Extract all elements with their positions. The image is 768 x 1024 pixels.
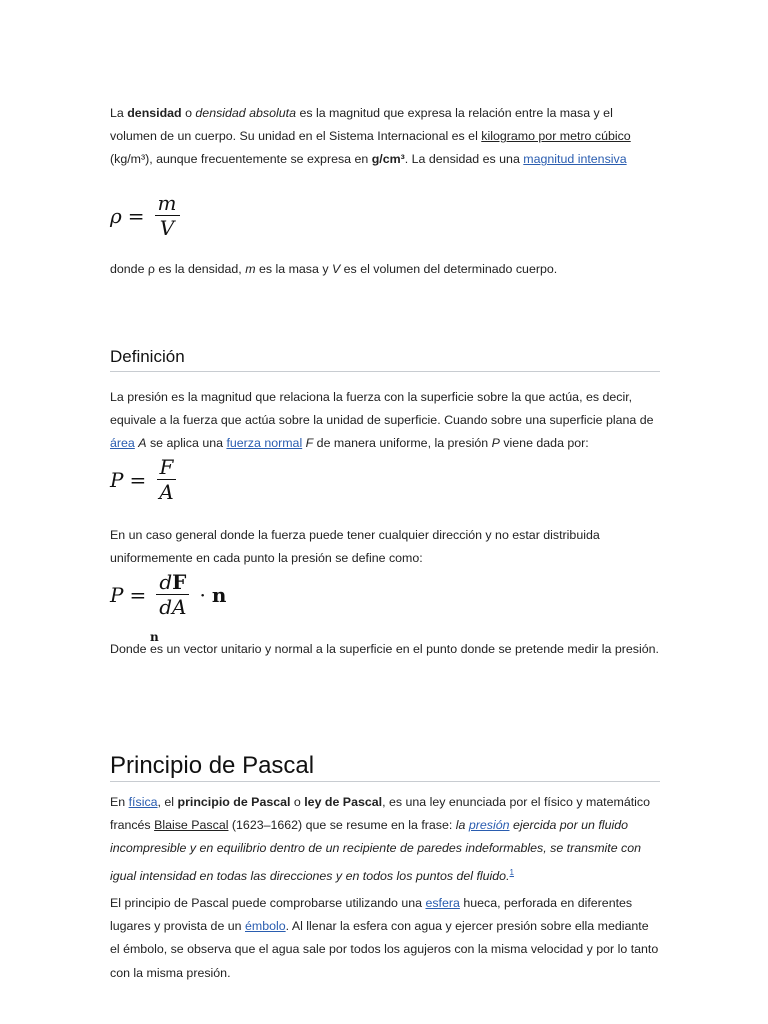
bold-text: densidad	[127, 106, 182, 120]
text-run: de manera uniforme, la presión	[313, 436, 492, 451]
formula-numerator	[156, 571, 189, 595]
pascal-paragraph	[110, 791, 660, 888]
footnote-reference[interactable]: 1	[509, 867, 514, 877]
formula-normal-vector: n	[211, 582, 227, 607]
text-run: se aplica una	[146, 436, 227, 451]
formula-dot: ·	[199, 582, 206, 607]
text-run: o	[181, 106, 196, 120]
inline-link[interactable]: émbolo	[245, 919, 286, 934]
italic-text: P	[491, 436, 500, 451]
definicion-paragraph	[110, 386, 660, 456]
general-case-paragraph	[110, 524, 660, 570]
inline-normal-vector: n	[150, 630, 159, 644]
italic-text: V	[331, 262, 341, 276]
text-run: hueca, perforada en diferentes lugares y provista de un	[110, 896, 633, 934]
text-run: o	[290, 795, 305, 809]
text-run: kilogramo por metro cúbico	[481, 129, 631, 144]
formula-equals: =	[127, 203, 145, 228]
bold-text: ley de Pascal	[304, 795, 383, 809]
italic-text: ejercida por un fluido incompresible y en equilibrio dentro de un recipiente de paredes indeformables, se transmite con igual intensidad en todas las direcciones y en todos los puntos del fluido.	[110, 818, 642, 883]
italic-text: F	[305, 436, 314, 451]
text-run: es la magnitud que expresa la relación entre la masa y el volumen de un cuerpo. Su unidad en el Sistema Internacional es el	[110, 106, 613, 144]
section-heading-definicion: Definición	[110, 347, 660, 372]
inline-link[interactable]: magnitud intensiva	[523, 152, 627, 167]
bold-text: principio de Pascal	[177, 795, 291, 809]
inline-link[interactable]: física	[128, 795, 158, 809]
inline-link[interactable]: área	[110, 436, 135, 451]
text-run: En	[110, 795, 129, 809]
formula-force-vector: F	[172, 570, 187, 594]
text-run: La	[110, 106, 128, 120]
inline-link[interactable]: esfera	[425, 896, 460, 910]
formula-equals: =	[129, 467, 147, 492]
text-run: En un caso general donde la fuerza puede tener cualquier dirección y no estar distribuida uniformemente en cada punto la presión se define como:	[110, 528, 600, 566]
formula-fraction	[156, 571, 189, 618]
italic-text: la	[455, 818, 469, 833]
text-run: es el volumen del determinado cuerpo.	[340, 262, 558, 276]
densidad-paragraph	[110, 102, 660, 172]
text-run: viene dada por:	[499, 436, 589, 451]
text-run: es la masa y	[255, 262, 332, 276]
text-run: El principio de Pascal puede comprobarse utilizando una	[110, 896, 426, 910]
formula-differential: d	[159, 570, 173, 594]
formula-lhs: P	[110, 582, 124, 607]
text-run: , es una ley enunciada por el físico y matemático francés	[110, 795, 650, 833]
text-run: . La densidad es una	[404, 152, 524, 167]
text-run: , el	[157, 795, 178, 809]
density-formula	[110, 192, 184, 239]
formula-denominator: V	[159, 216, 175, 240]
text-run: donde ρ es la densidad,	[110, 262, 246, 276]
text-run: La presión es la magnitud que relaciona la fuerza con la superficie sobre la que actúa, es decir, equivale a la fuerza que actúa sobre la unidad de superficie. Cuando sobre una superficie plana de	[110, 390, 654, 428]
formula-fraction	[156, 456, 176, 503]
text-run: Blaise Pascal	[154, 818, 229, 833]
formula-denominator: A	[159, 480, 174, 504]
italic-text: densidad absoluta	[195, 106, 296, 120]
formula-numerator: m	[155, 192, 180, 216]
vector-description	[110, 638, 660, 661]
italic-text: m	[245, 262, 256, 276]
formula-equals: =	[129, 582, 147, 607]
formula-numerator: F	[157, 456, 177, 480]
pascal-sphere-paragraph	[110, 892, 660, 985]
text-run: . Al llenar la esfera con agua y ejercer presión sobre ella mediante el émbolo, se observa que el agua sale por todos los agujeros con la misma velocidad y por lo tanto con la misma presión.	[110, 919, 659, 980]
densidad-description	[110, 258, 660, 281]
formula-denominator: dA	[159, 595, 187, 619]
formula-lhs: ρ	[110, 203, 122, 228]
formula-fraction	[155, 192, 180, 239]
section-heading-pascal: Principio de Pascal	[110, 752, 660, 782]
text-run: (kg/m³), aunque frecuentemente se expresa en	[110, 152, 372, 167]
text-run: (1623–1662) que se resume en la frase:	[228, 818, 456, 833]
inline-link[interactable]: presión	[468, 818, 510, 833]
pressure-formula	[110, 456, 181, 503]
bold-text: g/cm³	[371, 152, 405, 167]
general-pressure-formula	[110, 571, 226, 618]
inline-link[interactable]: fuerza normal	[226, 436, 303, 451]
formula-lhs: P	[110, 467, 124, 492]
italic-text: A	[138, 436, 147, 451]
text-run: Donde es un vector unitario y normal a la superficie en el punto donde se pretende medir la presión.	[110, 642, 659, 656]
